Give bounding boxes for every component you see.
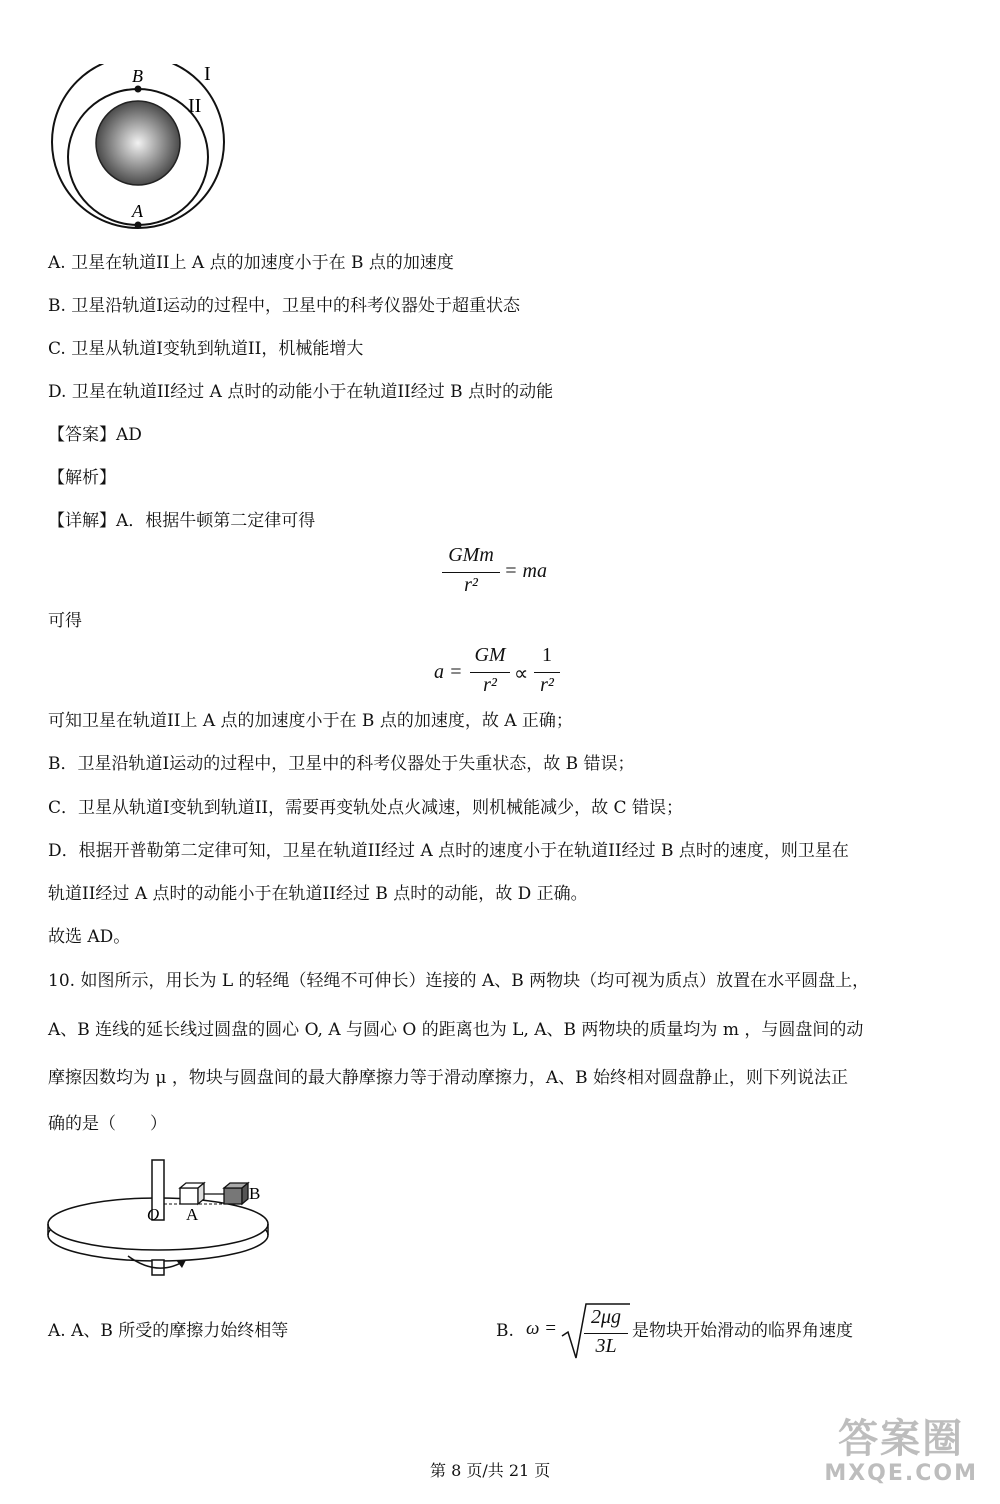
label-orbit-I: I — [204, 64, 211, 85]
label-orbit-II: II — [188, 95, 202, 117]
q10-stem-3: 摩擦因数均为 μ ，物块与圆盘间的最大静摩擦力等于滑动摩擦力，A、B 始终相对圆盘静止，则下列说法正 — [48, 1068, 849, 1088]
equation-2-fraction — [470, 644, 510, 700]
q10-stem-1: 10. 如图所示，用长为 L 的轻绳（轻绳不可伸长）连接的 A、B 两物块（均可视为质点）放置在水平圆盘上， — [48, 971, 870, 991]
q9-conclusion: 故选 AD。 — [48, 927, 131, 947]
q9-explain-d2: 轨道II经过 A 点时的动能小于在轨道II经过 B 点时的动能，故 D 正确。 — [48, 884, 588, 904]
watermark — [824, 1417, 978, 1486]
q9-kede: 可得 — [48, 611, 82, 631]
equation-1-fraction — [442, 544, 500, 600]
q10-option-b-prefix: B. — [496, 1321, 514, 1341]
q9-answer: 【答案】AD — [48, 425, 142, 445]
planet — [96, 101, 180, 185]
q9-explain-a: 可知卫星在轨道II上 A 点的加速度小于在 B 点的加速度，故 A 正确； — [48, 711, 573, 731]
q10-option-b-lhs: ω = — [526, 1318, 557, 1339]
q9-option-a: A. 卫星在轨道II上 A 点的加速度小于在 B 点的加速度 — [48, 253, 454, 273]
q10-b-numerator: 2μg — [590, 1306, 622, 1328]
turntable-label-b: B — [249, 1184, 261, 1203]
eq1-numerator: GMm — [448, 544, 494, 566]
orbit-diagram — [46, 64, 236, 234]
q10-option-a: A. A、B 所受的摩擦力始终相等 — [48, 1321, 289, 1341]
block-b — [224, 1183, 248, 1204]
eq2-denominator-2: r² — [540, 674, 554, 696]
watermark-bottom: MXQE.COM — [824, 1461, 978, 1486]
q9-analysis-heading: 【解析】 — [48, 468, 116, 488]
q10-b-denominator: 3L — [595, 1335, 617, 1357]
eq2-numerator-2: 1 — [542, 644, 552, 666]
eq1-denominator: r² — [464, 574, 478, 596]
turntable-label-a: A — [186, 1205, 199, 1224]
page-footer: 第 8 页/共 21 页 — [430, 1461, 551, 1480]
q9-option-d: D. 卫星在轨道II经过 A 点时的动能小于在轨道II经过 B 点时的动能 — [48, 382, 554, 402]
watermark-top: 答案圈 — [838, 1416, 965, 1462]
equation-2-fraction-b — [534, 644, 560, 700]
turntable-label-o: O — [147, 1205, 160, 1224]
turntable-diagram — [46, 1156, 276, 1276]
q9-detail-intro: 【详解】A．根据牛顿第二定律可得 — [48, 511, 316, 531]
eq2-lhs: a = — [434, 661, 463, 683]
q10-option-b-suffix: 是物块开始滑动的临界角速度 — [632, 1321, 853, 1341]
eq1-rhs: = ma — [504, 560, 547, 582]
q10-stem-4: 确的是（ ） — [48, 1114, 167, 1134]
q10-option-b-fraction — [584, 1306, 628, 1362]
q9-explain-b: B．卫星沿轨道I运动的过程中，卫星中的科考仪器处于失重状态，故 B 错误； — [48, 754, 635, 774]
block-a — [180, 1183, 204, 1204]
eq2-prop: ∝ — [514, 663, 529, 685]
label-a: A — [132, 201, 143, 221]
q9-explain-d1: D．根据开普勒第二定律可知，卫星在轨道II经过 A 点时的速度小于在轨道II经过 B 点时的速度，则卫星在 — [48, 841, 849, 861]
point-b — [135, 86, 142, 93]
q9-explain-c: C．卫星从轨道I变轨到轨道II，需要再变轨处点火减速，则机械能减少，故 C 错误； — [48, 798, 683, 818]
q9-option-b: B. 卫星沿轨道I运动的过程中，卫星中的科考仪器处于超重状态 — [48, 296, 521, 316]
q10-stem-2: A、B 连线的延长线过圆盘的圆心 O, A 与圆心 O 的距离也为 L, A、B 两物块的质量均为 m ，与圆盘间的动 — [48, 1020, 864, 1040]
eq2-numerator: GM — [474, 644, 506, 666]
point-a — [135, 222, 142, 229]
eq2-denominator: r² — [483, 674, 497, 696]
q9-option-c: C. 卫星从轨道I变轨到轨道II，机械能增大 — [48, 339, 364, 359]
label-b: B — [132, 66, 143, 86]
